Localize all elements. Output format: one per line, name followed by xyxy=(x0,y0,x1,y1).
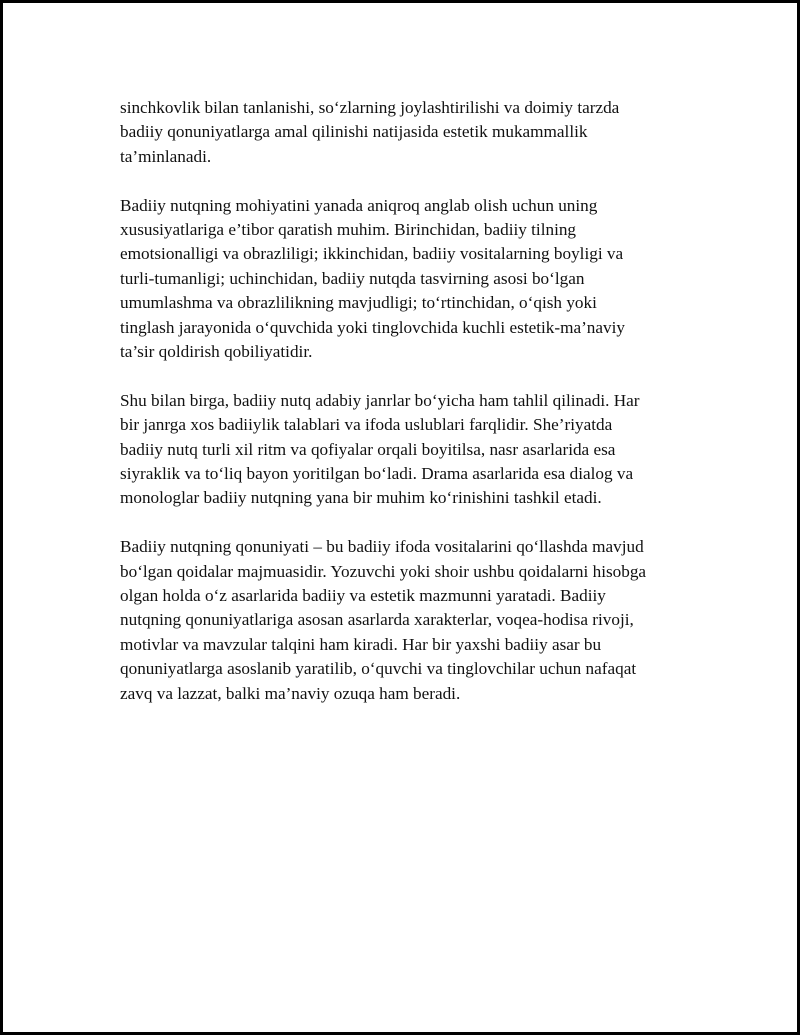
paragraph-2: Badiiy nutqning mohiyatini yanada aniqroq anglab olish uchun uning xususiyatlariga e’tibor qaratish muhim. Birinchidan, badiiy tilning emotsionalligi va obrazliligi; ikkinchidan, badiiy vositalarning boyligi va turli-tumanligi; uchinchidan, badiiy nutqda tasvirning asosi bo‘lgan umumlashma va obrazlilikning mavjudligi; to‘rtinchidan, o‘qish yoki tinglash jarayonida o‘quvchida yoki tinglovchida kuchli estetik-ma’naviy ta’sir qoldirish qobiliyatidir. xyxy=(120,195,625,362)
paragraph-1: sinchkovlik bilan tanlanishi, so‘zlarning joylashtirilishi va doimiy tarzda badiiy qonuniyatlarga amal qilinishi natijasida estetik mukammallik ta’minlanadi. xyxy=(120,98,620,166)
paragraph-4: Badiiy nutqning qonuniyati – bu badiiy ifoda vositalarini qo‘llashda mavjud bo‘lgan qoidalar majmuasidir. Yozuvchi yoki shoir ushbu qoidalarni hisobga olgan holda o‘z asarlarida badiiy va estetik mazmunni yaratadi. Badiiy nutqning qonuniyatlariga asosan asarlarda xarakterlar, voqea-hodisa rivoji, motivlar va mavzular talqini ham kiradi. Har bir yaxshi badiiy asar bu qonuniyatlarga asoslanib yaratilib, o‘quvchi va tinglovchilar uchun nafaqat zavq va lazzat, balki ma’naviy ozuqa ham beradi. xyxy=(120,537,647,703)
paragraph-3: Shu bilan birga, badiiy nutq adabiy janrlar bo‘yicha ham tahlil qilinadi. Har bir janrga xos badiiylik talablari va ifoda uslublari farqlidir. She’riyatda badiiy nutq turli xil ritm va qofiyalar orqali boyitilsa, nasr asarlarida esa siyraklik va to‘liq bayon yoritilgan bo‘ladi. Drama asarlarida esa dialog va monologlar badiiy nutqning yana bir muhim ko‘rinishini tashkil etadi. xyxy=(120,390,640,508)
page-body-text xyxy=(120,96,700,731)
